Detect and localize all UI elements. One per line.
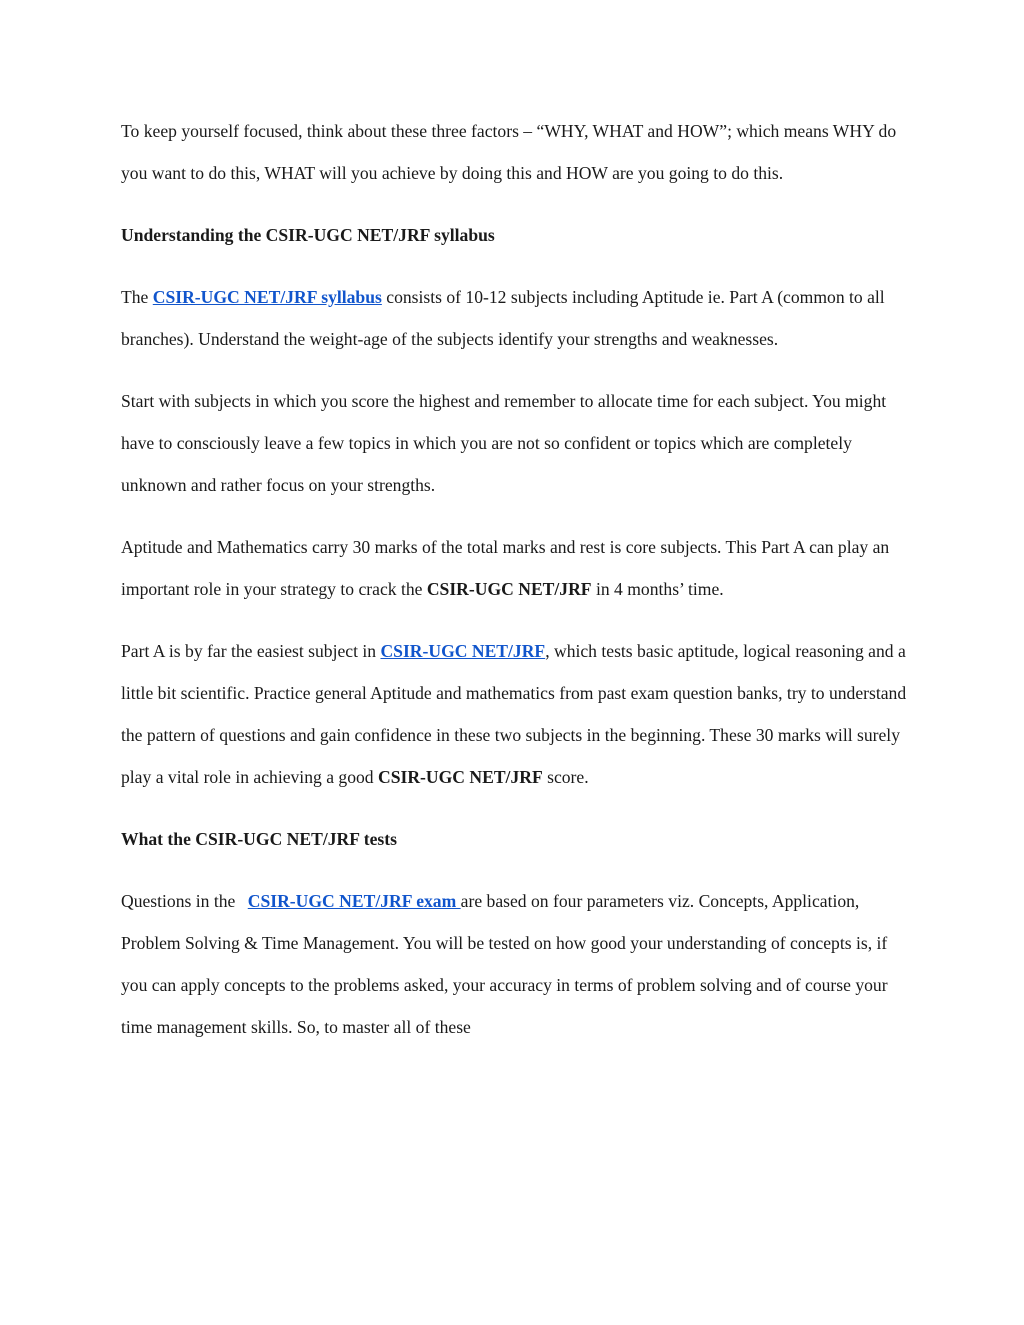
- heading-what-tests: What the CSIR-UGC NET/JRF tests: [121, 829, 397, 849]
- paragraph-part-a: [121, 630, 911, 798]
- syllabus-link[interactable]: CSIR-UGC NET/JRF syllabus: [152, 287, 382, 307]
- aptitude-text-pre: Aptitude and Mathematics carry 30 marks of the total marks and rest is core subjects. This Part A can play an important role in your strategy to crack the: [121, 537, 890, 599]
- questions-text-post: are based on four parameters viz. Concepts, Application, Problem Solving & Time Management. You will be tested on how good your understanding of concepts is, if you can apply concepts to the problems asked, your accuracy in terms of problem solving and of course your time management skills. So, to master all of these: [121, 891, 888, 1037]
- aptitude-text-post: in 4 months’ time.: [591, 579, 724, 599]
- heading-understanding-syllabus: Understanding the CSIR-UGC NET/JRF syllabus: [121, 225, 495, 245]
- parta-exam-name: CSIR-UGC NET/JRF: [377, 767, 543, 787]
- parta-text-pre: Part A is by far the easiest subject in: [121, 641, 381, 661]
- document-body: [121, 110, 911, 1068]
- paragraph-focus-factors: To keep yourself focused, think about these three factors – “WHY, WHAT and HOW”; which means WHY do you want to do this, WHAT will you achieve by doing this and HOW are you going to do this.: [121, 121, 897, 183]
- paragraph-questions: [121, 880, 911, 1048]
- parta-exam-link[interactable]: CSIR-UGC NET/JRF: [380, 641, 546, 661]
- questions-text-pre: Questions in the: [121, 891, 240, 911]
- paragraph-aptitude-marks: [121, 526, 911, 610]
- parta-text-post: score.: [542, 767, 589, 787]
- parta-text-mid: , which tests basic aptitude, logical reasoning and a little bit scientific. Practice general Aptitude and mathematics from past exam question banks, try to understand the pattern of questions and gain confidence in these two subjects in the beginning. These 30 marks will surely play a vital role in achieving a good: [121, 641, 907, 787]
- exam-link[interactable]: CSIR-UGC NET/JRF exam: [247, 891, 461, 911]
- aptitude-exam-name: CSIR-UGC NET/JRF: [426, 579, 592, 599]
- syllabus-text-post: consists of 10-12 subjects including Aptitude ie. Part A (common to all branches). Understand the weight-age of the subjects identify your strengths and weaknesses.: [121, 287, 885, 349]
- paragraph-start-subjects: Start with subjects in which you score the highest and remember to allocate time for each subject. You might have to consciously leave a few topics in which you are not so confident or topics which are completely unknown and rather focus on your strengths.: [121, 391, 887, 495]
- syllabus-text-pre: The: [121, 287, 153, 307]
- paragraph-syllabus: [121, 276, 911, 360]
